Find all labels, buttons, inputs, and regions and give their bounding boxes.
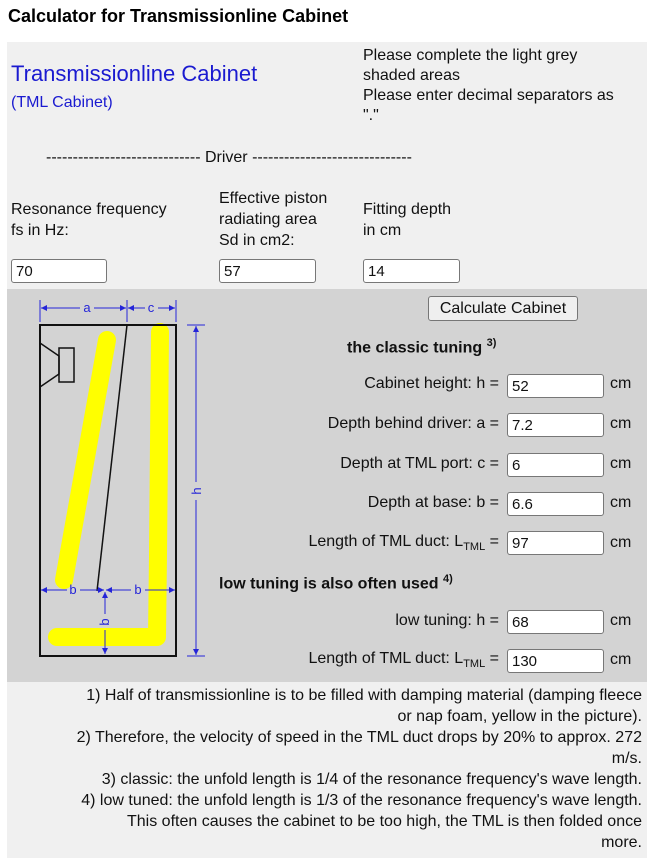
cabinet-heading: Transmissionline Cabinet — [11, 61, 258, 86]
dim-a-arrow-right — [120, 305, 126, 311]
note-1-line-1: 1) Half of transmissionline is to be filled with damping material (damping fleece — [86, 687, 642, 704]
low-tml-duct-length-label — [308, 650, 499, 670]
classic-tuning-heading — [347, 337, 496, 357]
note-1-line-2: or nap foam, yellow in the picture). — [397, 708, 642, 725]
cabinet-height-output[interactable] — [507, 374, 604, 398]
cabinet-height-unit: cm — [610, 375, 632, 392]
fitting-depth-label-line: Fitting depth — [363, 201, 452, 218]
tml-duct-length-suffix: = — [485, 533, 499, 550]
instruction-line: shaded areas — [363, 67, 460, 84]
low-tml-duct-length-sub: TML — [463, 658, 486, 671]
instruction-line: Please enter decimal separators as — [363, 87, 614, 104]
cabinet-subheading: (TML Cabinet) — [11, 94, 113, 111]
depth-at-base-unit: cm — [610, 494, 632, 511]
resonance-label-line: Resonance frequency — [11, 201, 167, 218]
dim-b-left-arrow-left — [41, 587, 47, 593]
piston-label-line: Sd in cm2: — [219, 232, 295, 249]
low-tml-duct-length-suffix: = — [485, 650, 499, 667]
depth-behind-driver-label: Depth behind driver: a = — [327, 415, 499, 432]
depth-at-base-output[interactable] — [507, 492, 604, 516]
piston-area-input[interactable] — [219, 259, 316, 283]
low-tml-duct-length-unit: cm — [610, 651, 632, 668]
calculate-cabinet-button[interactable]: Calculate Cabinet — [428, 296, 578, 321]
low-tml-duct-length-output[interactable] — [507, 649, 604, 673]
piston-area-label — [219, 188, 327, 251]
note-4-line-3: more. — [601, 834, 642, 851]
dim-b-vertical-arrow-bottom — [102, 648, 108, 654]
driver-separator: ----------------------------- Driver ------------------------------ — [46, 149, 412, 166]
fitting-depth-input[interactable] — [363, 259, 460, 283]
driver-cone — [40, 343, 59, 387]
instruction-line: Please complete the light grey — [363, 47, 578, 64]
note-2-line-1: 2) Therefore, the velocity of speed in the TML duct drops by 20% to approx. 272 — [76, 729, 642, 746]
dim-b-right-arrow-left — [106, 587, 112, 593]
tml-duct-length-output[interactable] — [507, 531, 604, 555]
instruction-line: "." — [363, 107, 379, 124]
instructions — [363, 46, 648, 126]
dim-b-left-label: b — [69, 582, 77, 597]
tml-duct-length-sub: TML — [463, 541, 486, 554]
resonance-label-line: fs in Hz: — [11, 222, 69, 239]
dim-b-left-arrow-right — [98, 587, 104, 593]
depth-tml-port-unit: cm — [610, 455, 632, 472]
classic-tuning-title: the classic tuning — [347, 339, 483, 357]
note-3: 3) classic: the unfold length is 1/4 of the resonance frequency's wave length. — [101, 771, 642, 788]
dim-a-label: a — [83, 300, 91, 315]
low-tuning-heading — [219, 573, 453, 593]
dim-c-arrow-right — [169, 305, 175, 311]
note-4-line-2: This often causes the cabinet to be too high, the TML is then folded once — [127, 813, 642, 830]
cabinet-diagram — [30, 296, 220, 666]
fitting-depth-label-line: in cm — [363, 222, 402, 239]
driver-magnet — [59, 348, 74, 382]
dim-a-arrow-left — [41, 305, 47, 311]
note-2-line-2: m/s. — [611, 750, 642, 767]
depth-behind-driver-output[interactable] — [507, 413, 604, 437]
depth-at-base-label: Depth at base: b = — [367, 494, 499, 511]
dim-b-right-label: b — [134, 582, 142, 597]
low-tuning-height-label: low tuning: h = — [395, 612, 499, 629]
dim-h-arrow-top — [193, 326, 199, 332]
depth-tml-port-label: Depth at TML port: c = — [340, 455, 499, 472]
low-tuning-title: low tuning is also often used — [219, 575, 439, 593]
dim-b-vertical-label: b — [97, 618, 112, 626]
tml-duct-length-unit: cm — [610, 534, 632, 551]
tml-duct-length-prefix: Length of TML duct: L — [308, 533, 464, 550]
page-title: Calculator for Transmissionline Cabinet — [8, 6, 349, 26]
tml-duct-length-label — [308, 533, 499, 553]
fitting-depth-label — [363, 199, 451, 241]
dim-h-arrow-bottom — [193, 649, 199, 655]
classic-tuning-footnote: 3) — [486, 337, 497, 349]
resonance-label — [11, 199, 167, 241]
low-tuning-footnote: 4) — [443, 573, 453, 585]
dim-c-arrow-left — [128, 305, 134, 311]
low-tml-duct-length-prefix: Length of TML duct: L — [308, 650, 464, 667]
piston-label-line: Effective piston — [219, 190, 328, 207]
dim-b-vertical-arrow-top — [102, 592, 108, 598]
depth-tml-port-output[interactable] — [507, 453, 604, 477]
dim-h-label: h — [189, 487, 204, 495]
low-tuning-height-unit: cm — [610, 612, 632, 629]
resonance-frequency-input[interactable] — [11, 259, 107, 283]
depth-behind-driver-unit: cm — [610, 415, 632, 432]
cabinet-height-label: Cabinet height: h = — [364, 375, 499, 392]
piston-label-line: radiating area — [219, 211, 317, 228]
damping-front-stroke — [64, 340, 107, 580]
dim-c-label: c — [147, 300, 155, 315]
note-4-line-1: 4) low tuned: the unfold length is 1/3 of the resonance frequency's wave length. — [81, 792, 642, 809]
low-tuning-height-output[interactable] — [507, 610, 604, 634]
dim-b-right-arrow-right — [169, 587, 175, 593]
